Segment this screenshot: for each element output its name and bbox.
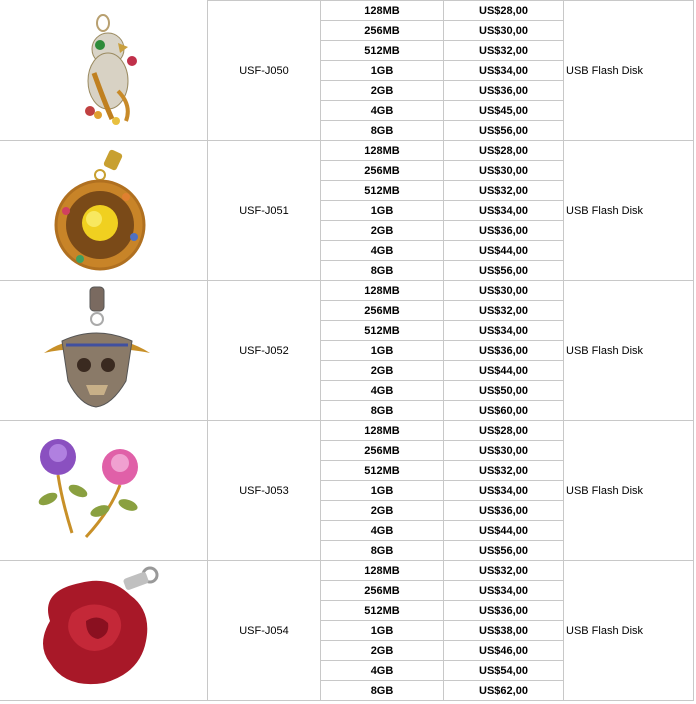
product-image-cell (0, 281, 208, 421)
capacity-cell: 1GB (321, 621, 444, 641)
price-cell: US$28,00 (444, 141, 564, 161)
jeweled-parrot-pendant-icon (0, 1, 207, 140)
product-code: USF-J053 (208, 421, 321, 561)
capacity-cell: 1GB (321, 481, 444, 501)
capacity-cell: 128MB (321, 1, 444, 21)
capacity-cell: 4GB (321, 381, 444, 401)
capacity-cell: 512MB (321, 601, 444, 621)
capacity-cell: 8GB (321, 681, 444, 701)
product-description: USB Flash Disk (564, 141, 694, 281)
price-cell: US$30,00 (444, 161, 564, 181)
price-cell: US$36,00 (444, 501, 564, 521)
capacity-cell: 128MB (321, 281, 444, 301)
product-code: USF-J054 (208, 561, 321, 701)
capacity-cell: 2GB (321, 501, 444, 521)
capacity-cell: 8GB (321, 541, 444, 561)
twin-roses-brooch-icon (0, 421, 207, 560)
capacity-cell: 2GB (321, 641, 444, 661)
product-description: USB Flash Disk (564, 1, 694, 141)
price-cell: US$38,00 (444, 621, 564, 641)
capacity-cell: 256MB (321, 581, 444, 601)
price-cell: US$44,00 (444, 361, 564, 381)
capacity-cell: 256MB (321, 21, 444, 41)
price-cell: US$34,00 (444, 321, 564, 341)
capacity-cell: 2GB (321, 221, 444, 241)
capacity-cell: 1GB (321, 201, 444, 221)
price-cell: US$36,00 (444, 221, 564, 241)
capacity-cell: 512MB (321, 181, 444, 201)
price-cell: US$34,00 (444, 481, 564, 501)
price-cell: US$50,00 (444, 381, 564, 401)
table-row (0, 421, 694, 441)
price-cell: US$56,00 (444, 541, 564, 561)
price-cell: US$56,00 (444, 121, 564, 141)
capacity-cell: 4GB (321, 661, 444, 681)
price-cell: US$34,00 (444, 61, 564, 81)
price-cell: US$36,00 (444, 81, 564, 101)
capacity-cell: 1GB (321, 341, 444, 361)
product-description: USB Flash Disk (564, 561, 694, 701)
price-cell: US$60,00 (444, 401, 564, 421)
capacity-cell: 256MB (321, 441, 444, 461)
product-code: USF-J050 (208, 1, 321, 141)
product-description: USB Flash Disk (564, 421, 694, 561)
price-cell: US$34,00 (444, 201, 564, 221)
product-code: USF-J051 (208, 141, 321, 281)
jeweled-rose-medallion-icon (0, 141, 207, 280)
product-image-cell (0, 421, 208, 561)
price-cell: US$62,00 (444, 681, 564, 701)
capacity-cell: 8GB (321, 401, 444, 421)
price-cell: US$32,00 (444, 561, 564, 581)
price-cell: US$36,00 (444, 601, 564, 621)
price-cell: US$34,00 (444, 581, 564, 601)
capacity-cell: 4GB (321, 101, 444, 121)
price-cell: US$54,00 (444, 661, 564, 681)
capacity-cell: 256MB (321, 301, 444, 321)
capacity-cell: 4GB (321, 521, 444, 541)
table-row (0, 561, 694, 581)
product-image-cell (0, 141, 208, 281)
price-cell: US$30,00 (444, 21, 564, 41)
capacity-cell: 512MB (321, 321, 444, 341)
product-description: USB Flash Disk (564, 281, 694, 421)
price-cell: US$32,00 (444, 181, 564, 201)
price-cell: US$44,00 (444, 521, 564, 541)
red-crystal-rose-icon (0, 561, 207, 700)
capacity-cell: 128MB (321, 421, 444, 441)
capacity-cell: 256MB (321, 161, 444, 181)
price-cell: US$32,00 (444, 461, 564, 481)
table-row (0, 1, 694, 21)
capacity-cell: 8GB (321, 121, 444, 141)
product-image-cell (0, 1, 208, 141)
price-cell: US$44,00 (444, 241, 564, 261)
price-cell: US$28,00 (444, 421, 564, 441)
capacity-cell: 512MB (321, 461, 444, 481)
price-cell: US$28,00 (444, 1, 564, 21)
horned-skull-pendant-icon (0, 281, 207, 420)
table-row (0, 281, 694, 301)
capacity-cell: 128MB (321, 141, 444, 161)
capacity-cell: 2GB (321, 361, 444, 381)
table-row (0, 141, 694, 161)
capacity-cell: 4GB (321, 241, 444, 261)
capacity-cell: 512MB (321, 41, 444, 61)
price-cell: US$30,00 (444, 441, 564, 461)
capacity-cell: 1GB (321, 61, 444, 81)
product-image-cell (0, 561, 208, 701)
price-cell: US$32,00 (444, 301, 564, 321)
price-cell: US$56,00 (444, 261, 564, 281)
capacity-cell: 2GB (321, 81, 444, 101)
product-code: USF-J052 (208, 281, 321, 421)
capacity-cell: 8GB (321, 261, 444, 281)
price-cell: US$32,00 (444, 41, 564, 61)
price-cell: US$45,00 (444, 101, 564, 121)
price-cell: US$36,00 (444, 341, 564, 361)
capacity-cell: 128MB (321, 561, 444, 581)
price-cell: US$30,00 (444, 281, 564, 301)
price-cell: US$46,00 (444, 641, 564, 661)
